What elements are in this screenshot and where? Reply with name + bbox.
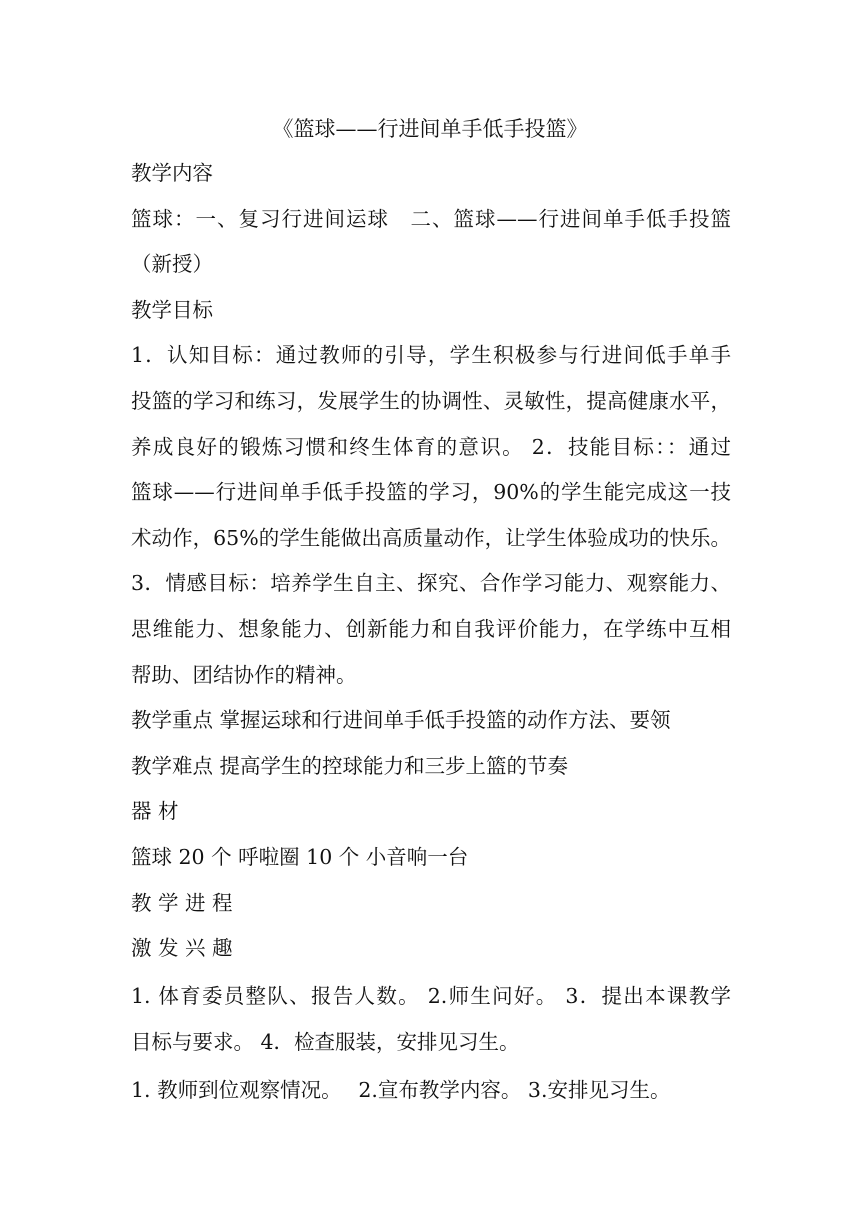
- equipment-list: 篮球 20 个 呼啦圈 10 个 小音响一台: [131, 844, 469, 869]
- heading-teaching-content: 教学内容: [131, 161, 213, 185]
- paragraph-line: 术动作，65%的学生能做出高质量动作，让学生体验成功的快乐。: [131, 525, 731, 550]
- heading-teaching-process: 教 学 进 程: [131, 890, 233, 915]
- heading-stimulate-interest: 激 发 兴 趣: [131, 936, 233, 961]
- teaching-difficulties: 教学难点 提高学生的控球能力和三步上篮的节奏: [131, 753, 569, 778]
- paragraph-line: 养成良好的锻炼习惯和终生体育的意识。 2．技能目标：：通过: [131, 434, 731, 459]
- paragraph-line: 目标与要求。 4．检查服装，安排见习生。: [131, 1029, 520, 1054]
- paragraph-line: 思维能力、想象能力、创新能力和自我评价能力，在学练中互相: [131, 616, 731, 641]
- paragraph-line: 篮球——行进间单手低手投篮的学习，90%的学生能完成这一技: [131, 480, 731, 505]
- paragraph-line: 篮球：一、复习行进间运球 二、篮球——行进间单手低手投篮: [131, 206, 731, 231]
- paragraph-line: 帮助、团结协作的精神。: [131, 662, 357, 687]
- paragraph-line: （新授）: [131, 252, 213, 277]
- heading-equipment: 器 材: [131, 799, 179, 824]
- paragraph-line: 3．情感目标：培养学生自主、探究、合作学习能力、观察能力、: [131, 571, 731, 596]
- document-body: [131, 156, 731, 1118]
- paragraph-line: 1. 体育委员整队、报告人数。 2.师生问好。 3．提出本课教学: [131, 984, 731, 1009]
- heading-teaching-goals: 教学目标: [131, 297, 213, 322]
- teaching-key-points: 教学重点 掌握运球和行进间单手低手投篮的动作方法、要领: [131, 708, 671, 733]
- document-title: 《篮球——行进间单手低手投篮》: [272, 117, 588, 141]
- paragraph-line: 投篮的学习和练习，发展学生的协调性、灵敏性，提高健康水平，: [131, 388, 731, 413]
- paragraph-line: 1. 教师到位观察情况。 2.宣布教学内容。 3.安排见习生。: [131, 1077, 671, 1102]
- paragraph-line: 1．认知目标：通过教师的引导，学生积极参与行进间低手单手: [131, 343, 731, 368]
